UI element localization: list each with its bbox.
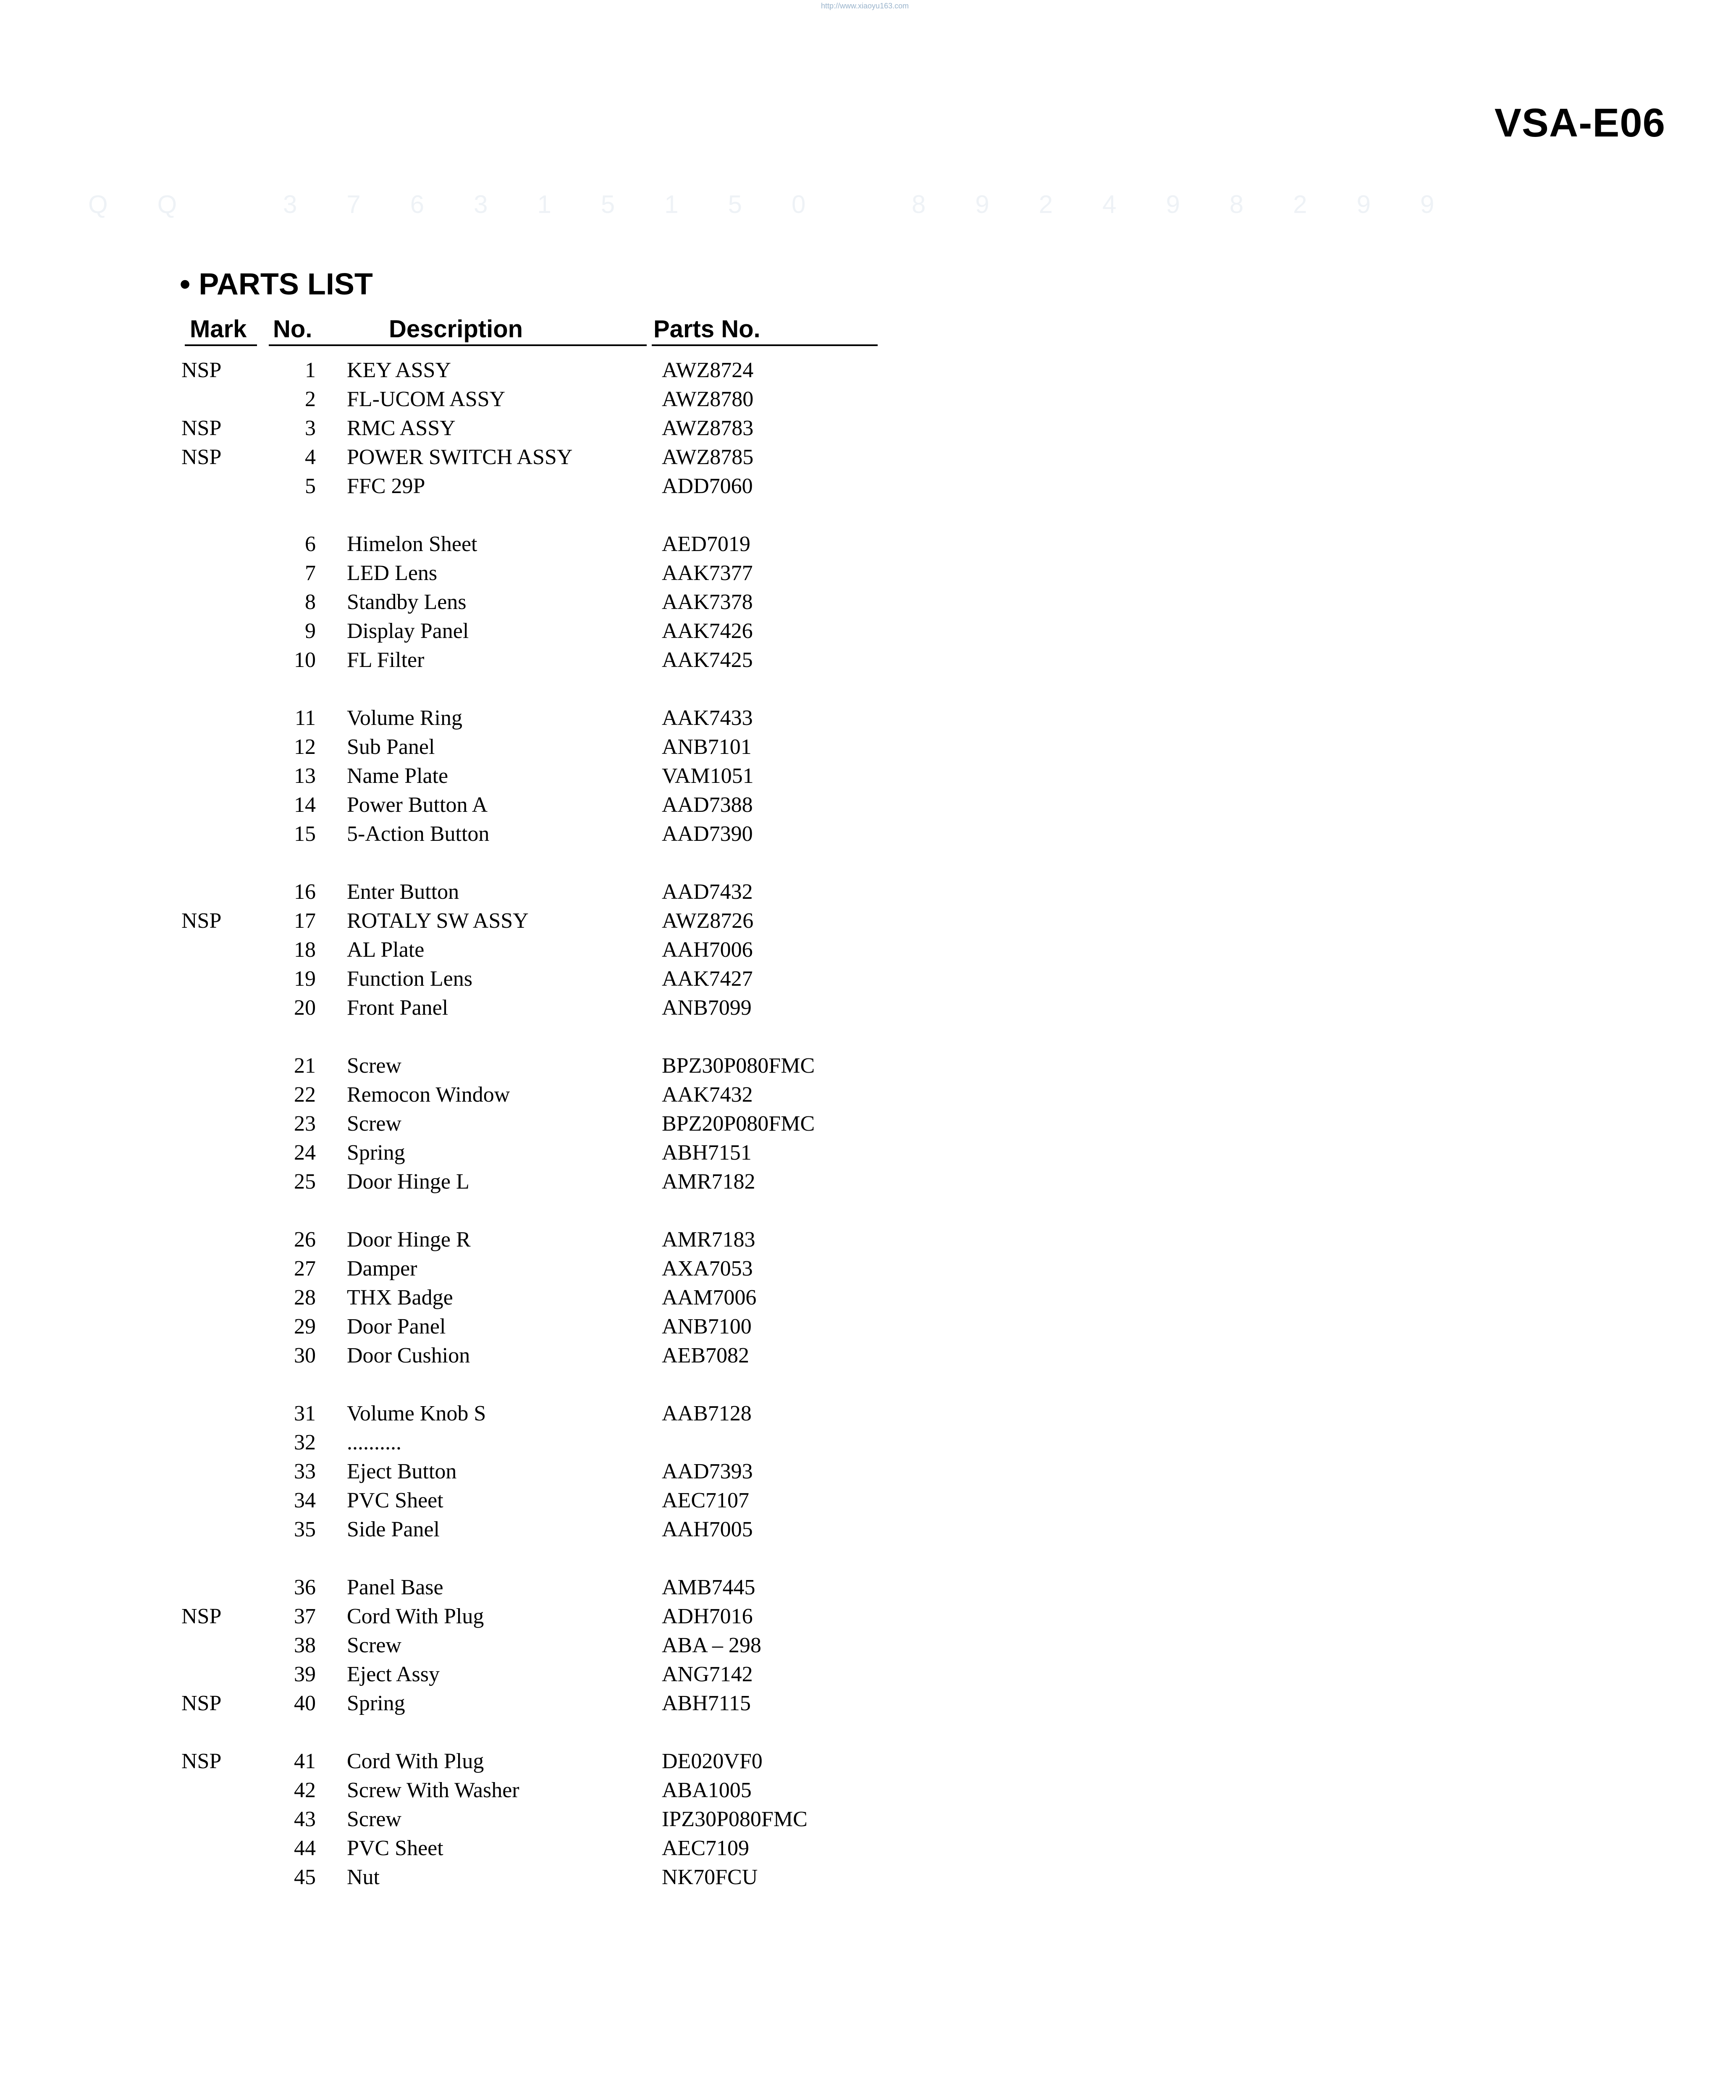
number-cell: 19 [294, 967, 316, 991]
mark-cell: NSP [181, 1691, 222, 1715]
part-number-cell: AEC7107 [662, 1488, 749, 1512]
table-row [0, 1575, 924, 1604]
part-number-cell: BPZ20P080FMC [662, 1112, 815, 1136]
number-cell: 3 [305, 416, 316, 440]
section-title: • PARTS LIST [180, 268, 373, 301]
table-row [0, 1053, 924, 1082]
table-row [0, 995, 924, 1024]
description-cell: Sub Panel [347, 735, 435, 759]
table-row [0, 1662, 924, 1691]
description-cell: KEY ASSY [347, 358, 451, 382]
description-cell: Screw [347, 1633, 401, 1657]
description-cell: RMC ASSY [347, 416, 456, 440]
table-row [0, 619, 924, 648]
table-row [0, 445, 924, 474]
table-row [0, 735, 924, 764]
group-spacer [0, 1198, 924, 1227]
part-number-cell: AAH7006 [662, 938, 753, 962]
number-cell: 42 [294, 1778, 316, 1802]
description-cell: FL-UCOM ASSY [347, 387, 506, 411]
group-spacer [0, 677, 924, 706]
table-row [0, 590, 924, 619]
description-cell: Panel Base [347, 1575, 443, 1599]
table-row [0, 1256, 924, 1285]
number-cell: 8 [305, 590, 316, 614]
part-number-cell: AAD7432 [662, 880, 753, 904]
part-number-cell: AAK7377 [662, 561, 753, 585]
table-row [0, 358, 924, 387]
number-cell: 23 [294, 1112, 316, 1136]
table-row [0, 1488, 924, 1517]
table-row [0, 416, 924, 445]
number-cell: 11 [294, 706, 316, 730]
table-row [0, 532, 924, 561]
description-cell: LED Lens [347, 561, 438, 585]
group-spacer [0, 1372, 924, 1401]
part-number-cell: AWZ8785 [662, 445, 754, 469]
part-number-cell: AAK7425 [662, 648, 753, 672]
number-cell: 18 [294, 938, 316, 962]
part-number-cell: AAM7006 [662, 1286, 757, 1310]
header-underline-description [269, 344, 647, 346]
description-cell: Spring [347, 1141, 405, 1165]
parts-list-table [0, 358, 924, 1894]
table-row [0, 706, 924, 735]
description-cell: PVC Sheet [347, 1836, 443, 1860]
table-row [0, 1140, 924, 1169]
description-cell: Remocon Window [347, 1083, 510, 1107]
part-number-cell: VAM1051 [662, 764, 754, 788]
description-cell: PVC Sheet [347, 1488, 443, 1512]
part-number-cell: AWZ8724 [662, 358, 754, 382]
part-number-cell: AEC7109 [662, 1836, 749, 1860]
part-number-cell: AMR7182 [662, 1170, 755, 1194]
table-row [0, 387, 924, 416]
table-row [0, 648, 924, 677]
part-number-cell: ABH7115 [662, 1691, 751, 1715]
number-cell: 10 [294, 648, 316, 672]
number-cell: 40 [294, 1691, 316, 1715]
part-number-cell: AAK7426 [662, 619, 753, 643]
part-number-cell: ABH7151 [662, 1141, 752, 1165]
part-number-cell: AAH7005 [662, 1517, 753, 1541]
part-number-cell: ANB7101 [662, 735, 752, 759]
table-row [0, 1604, 924, 1633]
table-row [0, 1285, 924, 1314]
number-cell: 31 [294, 1402, 316, 1425]
part-number-cell: AWZ8726 [662, 909, 754, 933]
description-cell: Volume Ring [347, 706, 462, 730]
part-number-cell: AWZ8780 [662, 387, 754, 411]
number-cell: 44 [294, 1836, 316, 1860]
table-row [0, 1082, 924, 1111]
table-row [0, 1749, 924, 1778]
number-cell: 43 [294, 1807, 316, 1831]
part-number-cell: AXA7053 [662, 1257, 753, 1281]
header-underline-parts-no [652, 344, 878, 346]
description-cell: Nut [347, 1865, 380, 1889]
description-cell: Side Panel [347, 1517, 440, 1541]
mark-cell: NSP [181, 1604, 222, 1628]
part-number-cell: NK70FCU [662, 1865, 758, 1889]
number-cell: 9 [305, 619, 316, 643]
number-cell: 28 [294, 1286, 316, 1310]
part-number-cell: ADD7060 [662, 474, 753, 498]
description-cell: Function Lens [347, 967, 472, 991]
description-cell: Cord With Plug [347, 1604, 484, 1628]
number-cell: 12 [294, 735, 316, 759]
description-cell: Cord With Plug [347, 1749, 484, 1773]
part-number-cell: AMR7183 [662, 1228, 755, 1252]
part-number-cell: AAK7427 [662, 967, 753, 991]
description-cell: Enter Button [347, 880, 459, 904]
mark-cell: NSP [181, 358, 222, 382]
description-cell: Door Cushion [347, 1344, 470, 1368]
number-cell: 27 [294, 1257, 316, 1281]
table-row [0, 1314, 924, 1343]
number-cell: 20 [294, 996, 316, 1020]
model-title: VSA-E06 [1494, 100, 1665, 145]
description-cell: Name Plate [347, 764, 448, 788]
number-cell: 29 [294, 1315, 316, 1339]
part-number-cell: AWZ8783 [662, 416, 754, 440]
description-cell: ROTALY SW ASSY [347, 909, 529, 933]
table-row [0, 966, 924, 995]
column-header-description: Description [389, 315, 523, 343]
number-cell: 21 [294, 1054, 316, 1078]
number-cell: 5 [305, 474, 316, 498]
part-number-cell: ABA1005 [662, 1778, 752, 1802]
group-spacer [0, 1546, 924, 1575]
table-row [0, 1227, 924, 1256]
part-number-cell: AEB7082 [662, 1344, 749, 1368]
column-header-mark: Mark [190, 315, 247, 343]
part-number-cell: DE020VF0 [662, 1749, 763, 1773]
number-cell: 24 [294, 1141, 316, 1165]
description-cell: Screw [347, 1112, 401, 1136]
number-cell: 17 [294, 909, 316, 933]
description-cell: Eject Button [347, 1460, 457, 1483]
part-number-cell: AAD7390 [662, 822, 753, 846]
part-number-cell: BPZ30P080FMC [662, 1054, 815, 1078]
number-cell: 36 [294, 1575, 316, 1599]
description-cell: AL Plate [347, 938, 425, 962]
table-row [0, 1169, 924, 1198]
column-header-parts-no: Parts No. [653, 315, 760, 343]
header-underline-mark [185, 344, 257, 346]
table-row [0, 1865, 924, 1894]
part-number-cell: ABA – 298 [662, 1633, 761, 1657]
part-number-cell: ANB7100 [662, 1315, 752, 1339]
number-cell: 34 [294, 1488, 316, 1512]
part-number-cell: ADH7016 [662, 1604, 753, 1628]
description-cell: FFC 29P [347, 474, 425, 498]
description-cell: Door Hinge L [347, 1170, 469, 1194]
table-row [0, 561, 924, 590]
group-spacer [0, 850, 924, 879]
number-cell: 6 [305, 532, 316, 556]
table-row [0, 1691, 924, 1720]
table-row [0, 908, 924, 937]
column-header-no: No. [273, 315, 312, 343]
part-number-cell: AMB7445 [662, 1575, 755, 1599]
number-cell: 13 [294, 764, 316, 788]
mark-cell: NSP [181, 909, 222, 933]
description-cell: Power Button A [347, 793, 488, 817]
description-cell: POWER SWITCH ASSY [347, 445, 573, 469]
part-number-cell: AAK7433 [662, 706, 753, 730]
number-cell: 22 [294, 1083, 316, 1107]
number-cell: 14 [294, 793, 316, 817]
part-number-cell: AAD7393 [662, 1460, 753, 1483]
table-row [0, 1633, 924, 1662]
part-number-cell: AED7019 [662, 532, 750, 556]
table-row [0, 1836, 924, 1865]
mark-cell: NSP [181, 416, 222, 440]
mark-cell: NSP [181, 1749, 222, 1773]
description-cell: Door Panel [347, 1315, 446, 1339]
description-cell: FL Filter [347, 648, 425, 672]
number-cell: 37 [294, 1604, 316, 1628]
part-number-cell: AAD7388 [662, 793, 753, 817]
number-cell: 16 [294, 880, 316, 904]
description-cell: Volume Knob S [347, 1402, 486, 1425]
number-cell: 7 [305, 561, 316, 585]
table-row [0, 1401, 924, 1430]
description-cell: THX Badge [347, 1286, 453, 1310]
number-cell: 45 [294, 1865, 316, 1889]
number-cell: 15 [294, 822, 316, 846]
table-row [0, 879, 924, 908]
number-cell: 26 [294, 1228, 316, 1252]
table-row [0, 1111, 924, 1140]
top-watermark-url: http://www.xiaoyu163.com [821, 2, 909, 10]
description-cell: Front Panel [347, 996, 448, 1020]
group-spacer [0, 1720, 924, 1749]
number-cell: 39 [294, 1662, 316, 1686]
background-watermark-digits: QQ 376315150 892498299 [88, 190, 1484, 218]
description-cell: .......... [347, 1431, 401, 1454]
number-cell: 38 [294, 1633, 316, 1657]
description-cell: Spring [347, 1691, 405, 1715]
description-cell: Screw [347, 1054, 401, 1078]
table-row [0, 1343, 924, 1372]
table-row [0, 793, 924, 822]
table-row [0, 764, 924, 793]
number-cell: 33 [294, 1460, 316, 1483]
table-row [0, 1778, 924, 1807]
number-cell: 41 [294, 1749, 316, 1773]
description-cell: Screw [347, 1807, 401, 1831]
part-number-cell: AAK7432 [662, 1083, 753, 1107]
table-row [0, 822, 924, 850]
number-cell: 30 [294, 1344, 316, 1368]
group-spacer [0, 1024, 924, 1053]
number-cell: 35 [294, 1517, 316, 1541]
number-cell: 25 [294, 1170, 316, 1194]
description-cell: Display Panel [347, 619, 469, 643]
number-cell: 4 [305, 445, 316, 469]
table-row [0, 1517, 924, 1546]
table-row [0, 474, 924, 503]
description-cell: 5-Action Button [347, 822, 490, 846]
part-number-cell: ANB7099 [662, 996, 752, 1020]
part-number-cell: AAB7128 [662, 1402, 752, 1425]
table-row [0, 1807, 924, 1836]
description-cell: Himelon Sheet [347, 532, 477, 556]
description-cell: Door Hinge R [347, 1228, 471, 1252]
description-cell: Damper [347, 1257, 417, 1281]
table-row [0, 1430, 924, 1459]
part-number-cell: IPZ30P080FMC [662, 1807, 808, 1831]
number-cell: 1 [305, 358, 316, 382]
part-number-cell: AAK7378 [662, 590, 753, 614]
table-row [0, 937, 924, 966]
table-row [0, 1459, 924, 1488]
description-cell: Eject Assy [347, 1662, 440, 1686]
group-spacer [0, 503, 924, 532]
number-cell: 2 [305, 387, 316, 411]
number-cell: 32 [294, 1431, 316, 1454]
mark-cell: NSP [181, 445, 222, 469]
part-number-cell: ANG7142 [662, 1662, 753, 1686]
description-cell: Standby Lens [347, 590, 467, 614]
description-cell: Screw With Washer [347, 1778, 519, 1802]
